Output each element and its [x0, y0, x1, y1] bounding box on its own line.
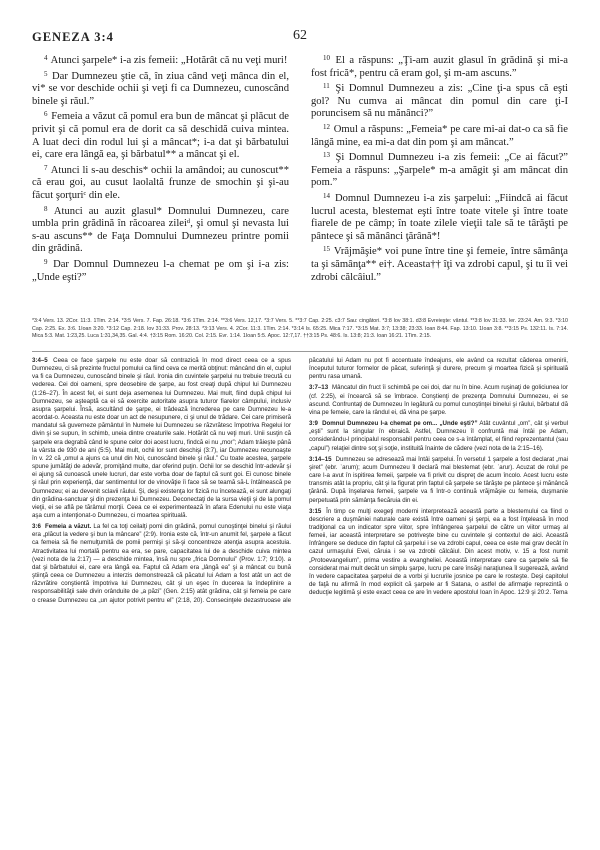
verse-number: 4: [44, 54, 48, 62]
verse-number: 15: [323, 245, 330, 254]
note-reference: 3:6: [32, 523, 41, 531]
verse-number: 5: [44, 69, 48, 78]
note-reference: 3:9: [309, 420, 318, 428]
running-head: GENEZA 3:4: [32, 30, 114, 44]
verse-text: Atunci li s-au deschis* ochii la amândoi; au cunoscut** că erau goi, au cusut laolaltă frunze de smochin şi şi-au făcut şorţuriᶜ din ele.: [32, 164, 289, 201]
note-reference: 3:7–13: [309, 384, 329, 392]
study-note: [309, 508, 568, 598]
verse: [311, 80, 568, 121]
verse-text: El a răspuns: „Ţi-am auzit glasul în grădină şi mi-a fost frică*, pentru că eram gol, şi m-am ascuns.”: [311, 55, 568, 79]
note-reference: 3:4–5: [32, 357, 48, 364]
verse: [32, 256, 289, 284]
page-header: [32, 28, 568, 48]
note-text: Dumnezeu se adresează mai întâi şarpelui. În versetul 1 şarpele a fost declarat „mai şiret” (ebr. ʿarum); acum Dumnezeu îl declară mai blestemat (ebr. ʾarur). Acuzat de rolul pe care l-a avut în ispitirea femeii, şarpele va fi privit cu dispreţ de acum încolo. Acest lucru este transmis atât la propriu, cât şi la figurat prin faptul că şarpele se târăşte pe pântece şi mănâncă ţărână. După înşelarea femeii, şarpele va fi într-o continuă vrăjmăşie cu femeia, duşmanie perpetuată prin sămânţa fiecăruia din ei.: [309, 455, 568, 504]
verse-text: Atunci şarpele* i-a zis femeii: „Hotărât că nu veţi muri!: [50, 55, 288, 66]
verse-text: Atunci au auzit glasul* Domnului Dumnezeu, care umbla prin grădină în răcoarea zileiᵈ, şi omul şi nevasta lui s-au ascuns** de Faţa Domnului Dumnezeu printre pomii din grădină.: [32, 205, 289, 255]
verse-text: Vrăjmăşie* voi pune între tine şi femeie, între sămânţa ta şi sămânţa** ei†. Aceasta†† îţi va zdrobi capul, şi tu îi vei zdrobi călcâiul.”: [311, 246, 568, 283]
verse: [32, 108, 289, 161]
study-note: [32, 357, 291, 520]
verse: [311, 190, 568, 243]
page-number: 62: [293, 28, 307, 43]
study-note: [309, 420, 568, 453]
study-note: [309, 384, 568, 417]
verse-number: 12: [323, 122, 330, 131]
note-text: Atât cuvântul „om”, cât şi verbul „eşti” sunt la singular în ebraică. Astfel, Dumnezeu îl confruntă mai întâi pe Adam, considerându-l principalul responsabil pentru ceea ce s-a întâmplat, el fiind reprezentantul (sau „capul”) relaţiei dintre soţ şi soţie, instituită înainte de cădere (vezi nota de la 2:15–16).: [309, 420, 568, 452]
verse: [311, 121, 568, 149]
note-reference: 3:14–15: [309, 455, 332, 463]
verse-text: Omul a răspuns: „Femeia* pe care mi-ai dat-o ca să fie lângă mine, ea mi-a dat din pom şi am mâncat.”: [311, 123, 568, 148]
verse-number: 11: [323, 82, 330, 91]
verse-number: 6: [44, 110, 48, 119]
verse: [311, 243, 568, 284]
verse-text: Şi Domnul Dumnezeu a zis: „Cine ţi-a spus că eşti gol? Nu cumva ai mâncat din pomul din care ţi-I poruncisem să nu mănânci?”: [311, 83, 568, 120]
verse-number: 10: [323, 54, 330, 62]
verse: [32, 162, 289, 203]
verse-text: Femeia a văzut că pomul era bun de mâncat şi plăcut de privit şi că pomul era de dorit ca să deschidă cuiva mintea. A luat deci din rodul lui şi a mâncat*; i-a dat şi bărbatului ei, care era lângă ea, şi bărbatul** a mâncat şi el.: [32, 111, 290, 161]
note-reference: 3:15: [309, 507, 322, 515]
note-lemma: Domnul Dumnezeu l-a chemat pe om... „Unde eşti?”: [322, 420, 478, 428]
divider: [32, 351, 568, 352]
scripture-text: [32, 52, 568, 310]
verse-text: Dar Domnul Dumnezeu l-a chemat pe om şi i-a zis: „Unde eşti?”: [32, 258, 289, 283]
verse: [311, 52, 568, 80]
verse-number: 9: [44, 257, 48, 266]
note-text: Mâncatul din fruct îi schimbă pe cei doi, dar nu în bine. Acum ruşinaţi de goliciunea lor (cf. 2:25), ei încearcă să se îmbrace. Conştienţi de prezenţa Domnului Dumnezeu, ei se ascund. Confruntaţi de Dumnezeu în legătură cu pomul cunoştinţei binelui şi răului, bărbatul dă vina pe femeie, care la rândul ei, dă vina pe şarpe.: [309, 384, 568, 416]
cross-references: *3:4 Vers. 13. 2Cor. 11:3. 1Tim. 2:14. *3:5 Vers. 7. Fap. 26:18. *3:6 1Tim. 2:14. **3:6 Vers. 12,17. *3:7 Vers. 5. **3:7 Cap. 2:25. c3:7 Sau: cingători. *3:8 Iov 38:1. d3:8 Evreieşte: vântul. **3:8 Iov 31:33. Ier. 23:24. Am. 9:3. *3:10 Cap. 2:25. Ex. 3:6. 1Ioan 3:20. *3:12 Cap. 2:18. Iov 31:33. Prov. 28:13. *3:13 Vers. 4. 2Cor. 11:3. 1Tim. 2:14. *3:14 Is. 65:25. Mica 7:17. *3:15 Mat. 3:7; 13:38; 23:33. Ioan 8:44. Fap. 13:10. 1Ioan 3:8. **3:15 Ps. 132:11. Is. 7:14. Mica 5:3. Mat. 1:23,25. Luca 1:31,34,35. Gal. 4:4. †3:15 Rom. 16:20. Col. 2:15. Evr. 1:14. 1Ioan 5:5. Apoc. 12:7,17. ††3:15 Ps. 48:6. Is. 13:8; 21:3. Ioan 16:21. 1Tim. 2:15.: [32, 318, 568, 340]
study-notes: [32, 357, 568, 827]
verse: [311, 149, 568, 190]
verse-text: Domnul Dumnezeu i-a zis şarpelui: „Fiindcă ai făcut lucrul acesta, blestemat eşti între toate vitele şi între toate fiarele de pe câmp; în toate zilele vieţii tale să te târăşti pe pântece şi să mănânci ţărână*!: [311, 192, 568, 242]
note-text: La fel ca toţi ceilalţi pomi din grădină, pomul cunoştinţei binelui şi răului era „plăcut la vedere şi bun la mâncare” (2:9). Ironia este că, într-un anumit fel, şarpele a făcut ca femeia să fie nemulţumită de pomii permişi şi să-şi concentreze atenţia asupra acestuia. Atractivitatea lui mortală pentru ea era, se pare, capacitatea lui de a deschide cuiva mintea (vezi nota de la 2:17) — a deschide mintea, însă nu spre „frica Domnului” (Prov. 1:7; 9:10). a dat şi bărbatului ei, care era lângă ea. Faptul că Adam era „lângă ea” şi a mâncat cu bună ştiinţă ceea ce Dumnezeu a interzis demonstrează că păcatul lui Adam a fost atât un act de răzvrătire conştientă împotriva lui Dumnezeu, cât şi un eşec în ducerea la îndeplinire a responsabilităţii sale divin orânduite de „a păzi” (Gen. 2:15) atât grădina, cât şi femeia pe care o crease Dumnezeu ca „un ajutor potrivit pentru el” (2:18, 20). Consecinţele dezastruoase ale păcatului lui Adam nu pot fi accentuate îndeajuns, ele având ca rezultat căderea omenirii, începutul tuturor formelor de păcat, suferinţă şi durere, precum şi moartea fizică şi spirituală pentru rasa umană.: [32, 357, 568, 604]
verse: [32, 52, 289, 68]
verse-number: 13: [323, 151, 330, 160]
verse-number: 8: [44, 204, 48, 213]
verse: [32, 68, 289, 109]
verse-text: Dar Dumnezeu ştie că, în ziua când veţi mânca din el, vi* se vor deschide ochii şi veţi fi ca Dumnezeu, cunoscând binele şi răul.”: [32, 70, 289, 107]
note-text: Ceea ce face şarpele nu este doar să contrazică în mod direct ceea ce a spus Dumnezeu, ci să prezinte fructul pomului ca fiind ceva ce merită obţinut: mâncând din el, cuplul va fi ca Dumnezeu, cunoscând binele şi răul. Ironia din cuvintele şarpelui nu trebuie trecută cu vederea. Cei doi oameni, spre deosebire de şarpe, au fost creaţi după chipul lui Dumnezeu (1:26–27). În acest fel, ei sunt deja asemenea lui Dumnezeu. Mai mult, fiind după chipul lui Dumnezeu, se aşteaptă ca ei să exercite autoritate asupra tuturor fiarelor câmpului, inclusiv asupra şarpelui. Însă, ascultând de şarpe, ei trădează încrederea pe care Dumnezeu le-a acordat-o. Aceasta nu este doar un act de nesupunere, ci şi unul de trădare. Cei care primiseră mandatul să guverneze pământul în Numele lui Dumnezeu se răzvrătesc împotriva Regelui lor divin şi se supun, în schimb, uneia dintre creaturile sale. Hotărât că nu veţi muri. Unii susţin că şarpele era degrabă când le spune celor doi acest lucru, findcă ei nu „mor”; Adam trăieşte până la vârsta de 930 de ani (5:5). Mai mult, ochii lor sunt deschişi (3:7), iar Dumnezeu recunoaşte în v. 22 că „omul a ajuns ca unul din Noi, cunoscând binele şi răul.” Cu toate acestea, şarpele spune jumătăţi de adevăr, promiţând multe, dar oferind puţin. Ochii lor se deschid într-adevăr şi ei ajung să cunoască unele lucruri, dar este vorba doar de faptul că sunt goi. Ei cunosc binele şi răul prin experienţă, dar sentimentul lor de vinovăţie îi face să se teamă să-L întâlnească pe Dumnezeu; ei au devenit sclavii răului. Şi, deşi existenţa lor fizică nu încetează, ei sunt alungaţi din grădina-sanctuar şi din prezenţa lui Dumnezeu. Deconectaţi de la sursa vieţii şi de la pomul vieţii, ei se află pe tărâmul morţii. Ceea ce ei experimentează în afara Edenului nu este viaţa aşa cum a intenţionat-o Dumnezeu, ci moartea spirituală.: [32, 357, 291, 519]
verse: [32, 203, 289, 256]
study-note: [309, 456, 568, 505]
verse-text: Şi Domnul Dumnezeu i-a zis femeii: „Ce ai făcut?” Femeia a răspuns: „Şarpele* m-a amăgit şi am mâncat din pom.”: [311, 152, 568, 189]
verse-number: 7: [44, 163, 48, 172]
note-lemma: Femeia a văzut.: [45, 523, 92, 531]
verse-number: 14: [323, 191, 330, 200]
note-text: În timp ce mulţi exegeţi moderni interpretează această parte a blestemului ca fiind o descriere a duşmăniei naturale care există între oameni şi şerpi, ea a fost înţeleasă în mod tradiţional ca un indicator spre viitor, spre înfrângerea şarpelui de către un viitor urmaş al femeii, iar această interpretare se potriveşte bine cu cuvintele şi contextul de aici. Această înfrângere se deduce din faptul că şarpelui i se va zdrobi capul, ceea ce este mai grav decât în cazul urmaşului Evei, căruia i se va zdrobi călcâiul. Din acest motiv, v. 15 a fost numit „Protoevangelium”, prima vestire a evangheliei. Această interpretare care ca şarpele să fie considerat mai mult decât un simplu şarpe, lucru pe care însăşi naraţiunea îl sugerează, având în vedere capacitatea şarpelui de a vorbi şi lucrurile josnice pe care le rosteşte. Deşi capitolul de faţă nu afirmă în mod explicit că şarpele ar fi Satana, o astfel de afirmaţie reprezintă o deducţie legitimă şi este exact ceea ce are în vedere apostolul Ioan în Apoc. 12:9 şi 20:2. Tema: [309, 507, 568, 597]
